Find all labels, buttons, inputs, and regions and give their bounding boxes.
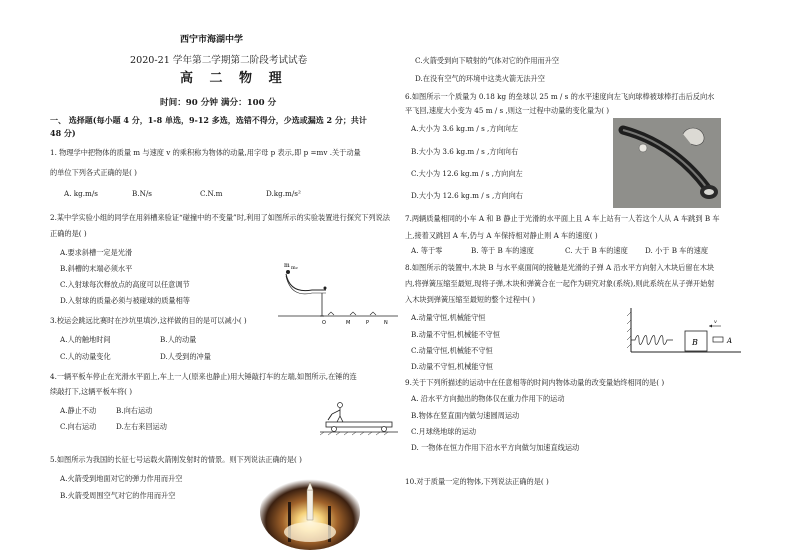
q8-stem-1: 8.如图所示的装置中,木块 B 与水平桌面间的接触是光滑的子弹 A 沿水平方向射入木块后留在木块: [405, 263, 715, 272]
q8-option-a: A.动量守恒,机械能守恒: [411, 313, 486, 322]
q6-option-a: A.大小为 3.6 kg.m / s ,方向向左: [411, 124, 519, 133]
baseball-bat-photo: [613, 118, 721, 208]
q8-stem-3: 入木块到弹簧压缩至最短的整个过程中( ): [405, 295, 536, 304]
q4-stem-2: 续敲打下,这辆平板车将( ): [50, 387, 133, 396]
svg-text:O: O: [322, 320, 326, 326]
svg-text:P: P: [366, 320, 370, 326]
q8-option-b: B.动量不守恒,机械能不守恒: [411, 330, 500, 339]
svg-text:M: M: [346, 320, 351, 326]
q4-stem-1: 4.一辆平板车停止在光滑水平面上,车上一人(原来也静止)用大锤敲打车的左端,如图所示,在锤的连: [50, 372, 357, 381]
q9-option-d: D. 一物体在恒力作用下沿水平方向做匀加速直线运动: [411, 443, 580, 452]
q2-stem-1: 2.某中学实验小组的同学在用斜槽来验证“碰撞中的不变量”时,利用了如图所示的实验装置进行探究下列说法: [50, 213, 390, 222]
q6-option-d: D.大小为 12.6 kg.m / s ,方向向右: [411, 191, 523, 200]
q6-option-c: C.大小为 12.6 kg.m / s ,方向向左: [411, 169, 523, 178]
q5-option-b: B.火箭受周围空气对它的作用而升空: [60, 491, 176, 500]
q8-option-d: D.动量不守恒,机械能守恒: [411, 362, 493, 371]
q3-stem: 3.校运会跳远比赛时在沙坑里填沙,这样做的目的是可以减小( ): [50, 316, 247, 325]
q1-stem-1: 1. 物理学中把物体的质量 m 与速度 v 的乘积称为物体的动量,用字母 p 表示,即 p =mv .关于动量: [50, 148, 361, 157]
q10-stem: 10.对于质量一定的物体,下列说法正确的是( ): [405, 477, 549, 486]
q7-option-d: D. 小于 B 车的速度: [645, 246, 709, 255]
q8-stem-2: 内,将弹簧压缩至最短,现将子弹,木块和弹簧合在一起作为研究对象(系统),则此系统在从子弹开始射: [405, 279, 715, 288]
subject-title: 高 二 物 理: [180, 71, 288, 86]
section-heading-2: 48 分): [50, 128, 76, 138]
velocity-label: v: [714, 319, 717, 325]
q9-stem: 9.关于下列所描述的运动中在任意相等的时间内物体动量的改变量始终相同的是( ): [405, 378, 665, 387]
school-name: 西宁市海湖中学: [180, 35, 244, 45]
q5-stem: 5.如图所示为我国的长征七号运载火箭刚发射时的情景。则下列说法正确的是( ): [50, 455, 302, 464]
q2-option-a: A.要求斜槽一定是光滑: [60, 248, 133, 257]
q9-option-a: A. 沿水平方向抛出的物体仅在重力作用下的运动: [411, 394, 565, 403]
rocket-launch-photo: [260, 472, 360, 550]
bullet-a-label: A: [727, 337, 733, 345]
q5-option-d: D.在没有空气的环境中这类火箭无法升空: [415, 74, 545, 83]
q4-option-c: C.向右运动: [60, 422, 97, 431]
q3-option-a: A.人的触地时间: [60, 335, 111, 344]
flatcar-figure: [320, 398, 398, 436]
q7-stem-2: 上,接着又跳回 A 车,仍与 A 车保持相对静止则 A 车的速度( ): [405, 231, 598, 240]
q1-option-b: B.N/s: [132, 189, 152, 198]
q8-option-c: C.动量守恒,机械能不守恒: [411, 346, 493, 355]
figure-label-m2: m₂: [291, 265, 298, 271]
q3-option-b: B.人的动量: [160, 335, 197, 344]
figure-label-m1: m: [284, 262, 290, 269]
q6-stem-1: 6.如图所示一个质量为 0.18 kg 的垒球以 25 m / s 的水平速度向左飞向球棒被球棒打击后反向水: [405, 92, 715, 101]
q1-option-c: C.N.m: [200, 189, 223, 198]
q7-option-a: A. 等于零: [411, 246, 443, 255]
spring-block-figure: [625, 304, 747, 358]
q5-option-c: C.火箭受到向下喷射的气体对它的作用而升空: [415, 56, 560, 65]
q7-stem-1: 7.两辆质量相同的小车 A 和 B 静止于光滑的水平面上且 A 车上站有一人若这个人从 A 车跳到 B 车: [405, 214, 720, 223]
q1-stem-2: 的单位下列各式正确的是( ): [50, 168, 137, 177]
svg-text:N: N: [384, 320, 388, 326]
q5-option-a: A.火箭受到地面对它的弹力作用而升空: [60, 474, 183, 483]
q4-option-a: A.静止不动: [60, 406, 97, 415]
time-score: 时间：90 分钟 满分：100 分: [160, 98, 277, 108]
q7-option-b: B. 等于 B 车的速度: [471, 246, 534, 255]
q6-stem-2: 平飞回,速度大小变为 45 m / s ,则这一过程中动量的变化量为( ): [405, 106, 610, 115]
collision-apparatus-figure: [278, 260, 400, 326]
q2-option-c: C.入射球每次释放点的高度可以任意调节: [60, 280, 190, 289]
q9-option-c: C.月球绕地球的运动: [411, 427, 477, 436]
q2-stem-2: 正确的是( ): [50, 229, 87, 238]
q3-option-c: C.人的动量变化: [60, 352, 111, 361]
q1-option-d: D.kg.m/s²: [266, 189, 301, 198]
q6-option-b: B.大小为 3.6 kg.m / s ,方向向右: [411, 147, 519, 156]
q4-option-d: D.左右来回运动: [116, 422, 167, 431]
q9-option-b: B.物体在竖直面内做匀速圆周运动: [411, 411, 520, 420]
q2-option-d: D.入射球的质量必须与被碰球的质量相等: [60, 296, 190, 305]
q2-option-b: B.斜槽的末端必须水平: [60, 264, 133, 273]
q1-option-a: A. kg.m/s: [64, 189, 98, 198]
q4-option-b: B.向右运动: [116, 406, 153, 415]
section-heading-1: 一、 选择题(每小题 4 分，1-8 单选，9-12 多选，选错不得分，少选或漏选 2 分；共计: [50, 115, 367, 125]
q7-option-c: C. 大于 B 车的速度: [565, 246, 628, 255]
block-b-label: B: [692, 338, 698, 347]
exam-title: 2020-21 学年第二学期第二阶段考试试卷: [130, 55, 308, 66]
q3-option-d: D.人受到的冲量: [160, 352, 211, 361]
